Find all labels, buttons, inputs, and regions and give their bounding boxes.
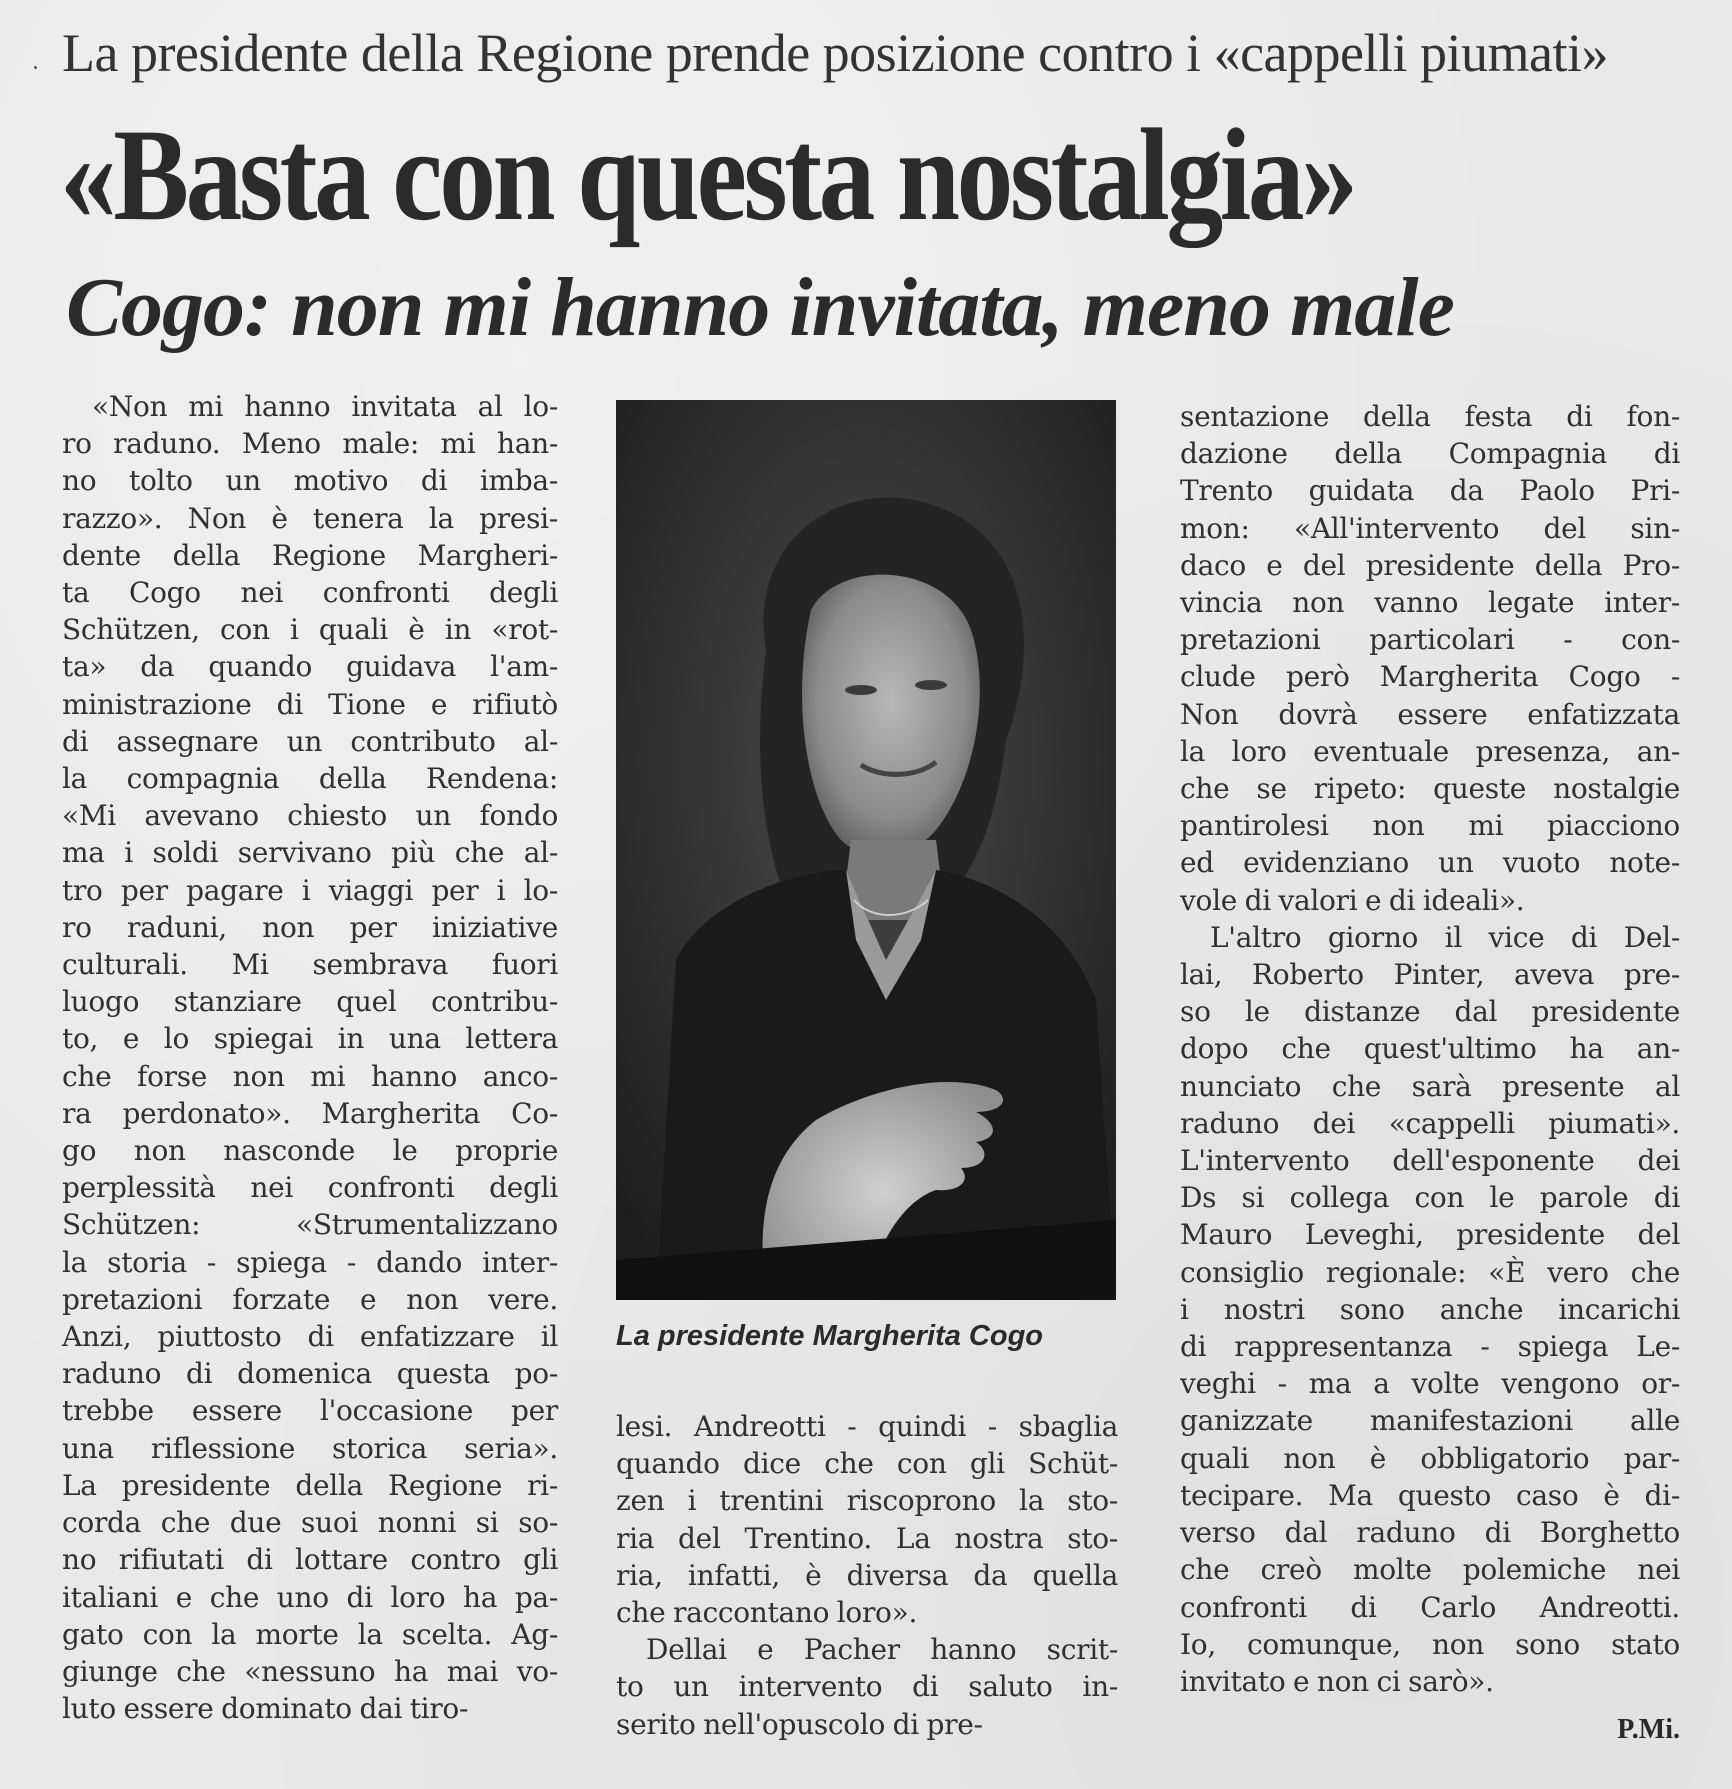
article-line: una riflessione storica seria». — [62, 1431, 558, 1465]
article-column-right — [1180, 398, 1680, 1700]
article-column-left — [62, 388, 558, 1727]
article-line: corda che due suoi nonni si so- — [62, 1506, 558, 1540]
article-line: no rifiutati di lottare contro gli — [62, 1543, 558, 1577]
article-line: luto essere dominato dai tiro- — [62, 1692, 469, 1726]
article-line: nunciato che sarà presente al — [1180, 1069, 1680, 1103]
article-line: serito nell'opuscolo di pre- — [616, 1707, 983, 1741]
article-line: ria, infatti, è diversa da quella — [616, 1558, 1118, 1592]
article-line: vole di valori e di ideali». — [1180, 883, 1525, 917]
article-line: Non dovrà essere enfatizzata — [1180, 697, 1680, 731]
article-line: pretazioni forzate e non vere. — [62, 1282, 558, 1316]
article-line: pantirolesi non mi piacciono — [1180, 809, 1680, 843]
article-line: Ds si collega con le parole di — [1180, 1181, 1680, 1215]
article-line: consiglio regionale: «È vero che — [1180, 1255, 1680, 1289]
article-line: italiani e che uno di loro ha pa- — [62, 1580, 558, 1614]
article-line: perplessità nei confronti degli — [62, 1171, 558, 1205]
article-line: Schützen: «Strumentalizzano — [62, 1208, 558, 1242]
article-line: vincia non vanno legate inter- — [1180, 586, 1680, 620]
article-line: sentazione della festa di fon- — [1180, 400, 1680, 433]
article-line: invitato e non ci sarò». — [1180, 1664, 1494, 1698]
article-line: Dellai e Pacher hanno scrit- — [646, 1633, 1118, 1667]
article-line: che forse non mi hanno anco- — [62, 1059, 558, 1093]
article-line: luogo stanziare quel contribu- — [62, 985, 558, 1019]
article-line: ma i soldi servivano più che al- — [62, 836, 558, 870]
article-line: ta Cogo nei confronti degli — [62, 576, 558, 610]
article-column-middle — [616, 1408, 1118, 1743]
article-line: la storia - spiega - dando inter- — [62, 1245, 558, 1279]
article-line: ta» da quando guidava l'am- — [62, 650, 558, 684]
article-line: pretazioni particolari - con- — [1180, 623, 1680, 657]
article-line: confronti di Carlo Andreotti. — [1180, 1590, 1680, 1624]
portrait-photo — [616, 400, 1116, 1300]
article-line: lai, Roberto Pinter, aveva pre- — [1180, 958, 1680, 992]
article-line: verso dal raduno di Borghetto — [1180, 1516, 1680, 1550]
author-signature: P.Mi. — [1617, 1714, 1680, 1745]
article-line: ro raduno. Meno male: mi han- — [62, 427, 558, 461]
article-line: tro per pagare i viaggi per i lo- — [62, 873, 558, 907]
article-line: raduno di domenica questa po- — [62, 1357, 558, 1391]
article-line: gato con la morte la scelta. Ag- — [62, 1617, 558, 1651]
article-line: Trento guidata da Paolo Pri- — [1180, 474, 1680, 508]
kicker: La presidente della Regione prende posizione contro i «cappelli piumati» — [62, 23, 1608, 83]
speck — [34, 66, 37, 69]
article-line: to un intervento di saluto in- — [616, 1670, 1118, 1704]
article-line: ministrazione di Tione e rifiutò — [62, 687, 558, 721]
article-line: di rappresentanza - spiega Le- — [1180, 1330, 1680, 1364]
article-line: tecipare. Ma questo caso è di- — [1180, 1478, 1680, 1512]
article-line: so le distanze dal presidente — [1180, 995, 1680, 1029]
article-line: Mauro Leveghi, presidente del — [1180, 1218, 1680, 1252]
article-line: di assegnare un contributo al- — [62, 724, 558, 758]
article-line: Anzi, piuttosto di enfatizzare il — [62, 1320, 558, 1354]
article-line: raduno dei «cappelli piumati». — [1180, 1106, 1680, 1140]
article-line: che se ripeto: queste nostalgie — [1180, 772, 1680, 806]
article-line: ra perdonato». Margherita Co- — [62, 1096, 558, 1130]
article-line: zen i trentini riscoprono la sto- — [616, 1484, 1118, 1518]
portrait-image — [616, 400, 1116, 1300]
article-line: dopo che quest'ultimo ha an- — [1180, 1032, 1680, 1066]
article-line: la compagnia della Rendena: — [62, 762, 558, 796]
article-line: Schützen, con i quali è in «rot- — [62, 613, 558, 647]
article-line: go non nasconde le proprie — [62, 1134, 558, 1168]
article-line: quali non è obbligatorio par- — [1180, 1441, 1680, 1475]
article-line: quando dice che con gli Schüt- — [616, 1447, 1118, 1481]
article-line: dazione della Compagnia di — [1180, 437, 1680, 471]
article-line: veghi - ma a volte vengono or- — [1180, 1367, 1680, 1401]
article-line: la loro eventuale presenza, an- — [1180, 734, 1680, 768]
article-line: ria del Trentino. La nostra sto- — [616, 1521, 1118, 1555]
article-line: daco e del presidente della Pro- — [1180, 548, 1680, 582]
article-line: che raccontano loro». — [616, 1596, 918, 1630]
article-line: «Non mi hanno invitata al lo- — [92, 390, 558, 423]
article-line: razzo». Non è tenera la presi- — [62, 501, 558, 535]
article-line: ganizzate manifestazioni alle — [1180, 1404, 1680, 1438]
subheadline: Cogo: non mi hanno invitata, meno male — [66, 261, 1454, 354]
article-line: trebbe essere l'occasione per — [62, 1394, 558, 1428]
article-line: to, e lo spiegai in una lettera — [62, 1022, 558, 1056]
article-line: culturali. Mi sembrava fuori — [62, 948, 558, 982]
article-line: clude però Margherita Cogo - — [1180, 660, 1680, 694]
article-line: mon: «All'intervento del sin- — [1180, 511, 1680, 545]
article-line: L'altro giorno il vice di Del- — [1210, 920, 1680, 954]
article-line: ro raduni, non per iniziative — [62, 910, 558, 944]
article-line: dente della Regione Margheri- — [62, 538, 558, 572]
article-line: «Mi avevano chiesto un fondo — [62, 799, 558, 833]
photo-caption: La presidente Margherita Cogo — [616, 1320, 1044, 1352]
article-line: giunge che «nessuno ha mai vo- — [62, 1654, 558, 1688]
article-line: lesi. Andreotti - quindi - sbaglia — [616, 1410, 1118, 1443]
headline: «Basta con questa nostalgia» — [60, 101, 1355, 248]
article-line: L'intervento dell'esponente dei — [1180, 1144, 1680, 1178]
article-line: che creò molte polemiche nei — [1180, 1553, 1680, 1587]
article-line: no tolto un motivo di imba- — [62, 464, 558, 498]
article-line: La presidente della Regione ri- — [62, 1468, 558, 1502]
article-line: ed evidenziano un vuoto note- — [1180, 846, 1680, 880]
article-line: i nostri sono anche incarichi — [1180, 1292, 1680, 1326]
article-line: Io, comunque, non sono stato — [1180, 1627, 1680, 1661]
